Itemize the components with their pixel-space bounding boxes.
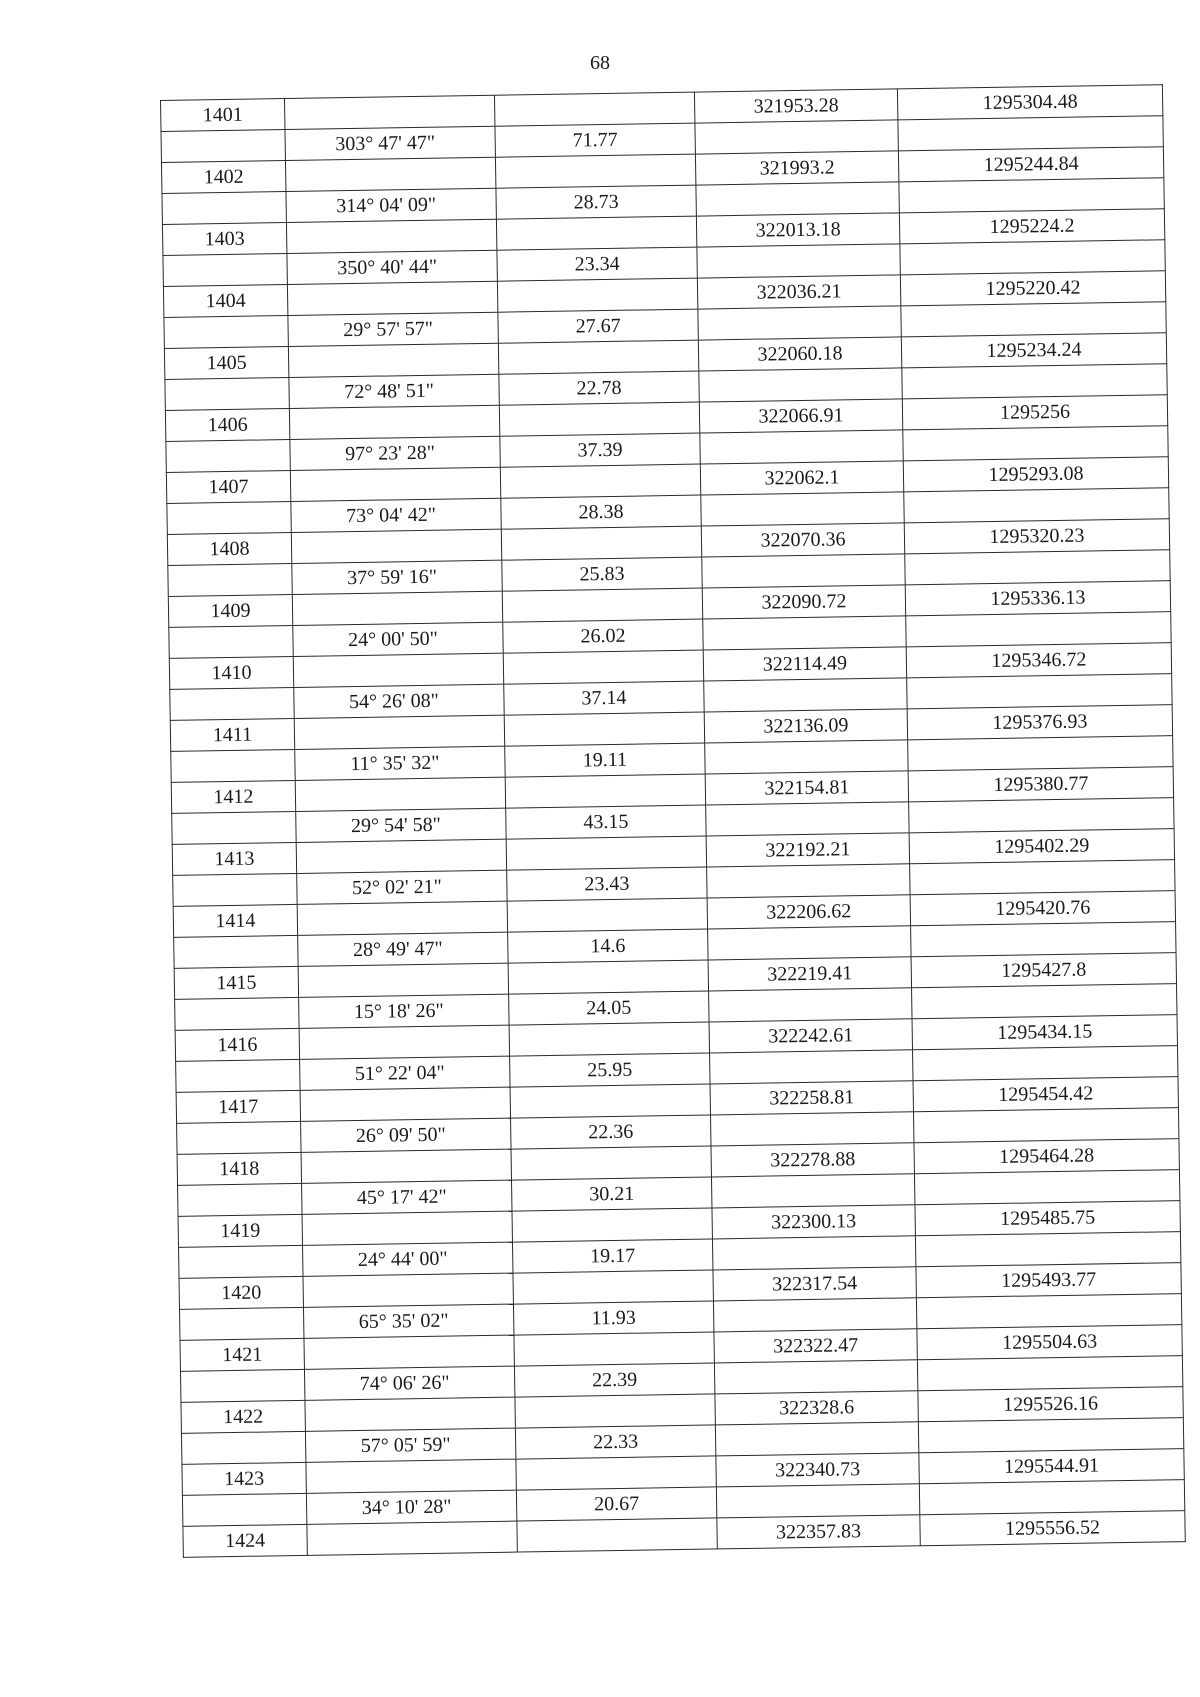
point-id-cell-empty bbox=[173, 873, 297, 906]
bearing-cell-empty bbox=[296, 839, 506, 873]
point-id-cell: 1415 bbox=[174, 966, 298, 999]
distance-cell: 71.77 bbox=[495, 123, 695, 157]
point-id-cell-empty bbox=[179, 1245, 303, 1278]
bearing-cell: 24° 44' 00" bbox=[303, 1242, 513, 1276]
easting-cell: 1295420.76 bbox=[910, 891, 1175, 926]
distance-cell-empty bbox=[503, 650, 703, 684]
distance-cell: 28.73 bbox=[496, 185, 696, 219]
point-id-cell: 1408 bbox=[167, 532, 291, 565]
easting-cell: 1295544.91 bbox=[919, 1449, 1184, 1484]
point-id-cell: 1418 bbox=[177, 1152, 301, 1185]
bearing-cell: 45° 17' 42" bbox=[302, 1180, 512, 1214]
bearing-cell: 24° 00' 50" bbox=[293, 622, 503, 656]
easting-cell-empty bbox=[905, 550, 1170, 585]
point-id-cell-empty bbox=[177, 1121, 301, 1154]
northing-cell: 322136.09 bbox=[704, 709, 907, 743]
distance-cell-empty bbox=[504, 712, 704, 746]
easting-cell-empty bbox=[910, 860, 1175, 895]
distance-cell: 26.02 bbox=[503, 619, 703, 653]
easting-cell-empty bbox=[899, 178, 1164, 213]
northing-cell-empty bbox=[703, 616, 906, 650]
northing-cell: 322328.6 bbox=[715, 1391, 918, 1425]
northing-cell-empty bbox=[695, 120, 898, 154]
northing-cell: 322070.36 bbox=[701, 523, 904, 557]
point-id-cell-empty bbox=[176, 1059, 300, 1092]
bearing-cell: 65° 35' 02" bbox=[303, 1304, 513, 1338]
easting-cell-empty bbox=[913, 1046, 1178, 1081]
bearing-cell-empty bbox=[303, 1273, 513, 1307]
easting-cell-empty bbox=[906, 612, 1171, 647]
point-id-cell: 1424 bbox=[183, 1524, 307, 1557]
point-id-cell-empty bbox=[161, 130, 285, 163]
easting-cell-empty bbox=[907, 674, 1172, 709]
point-id-cell: 1420 bbox=[179, 1276, 303, 1309]
northing-cell: 322242.61 bbox=[709, 1019, 912, 1053]
northing-cell: 322013.18 bbox=[696, 213, 899, 247]
point-id-cell: 1404 bbox=[163, 285, 287, 318]
easting-cell: 1295244.84 bbox=[898, 147, 1163, 182]
distance-cell-empty bbox=[516, 1456, 716, 1490]
point-id-cell-empty bbox=[175, 997, 299, 1030]
northing-cell-empty bbox=[714, 1360, 917, 1394]
bearing-cell-empty bbox=[294, 715, 504, 749]
distance-cell: 37.39 bbox=[500, 433, 700, 467]
northing-cell-empty bbox=[707, 864, 910, 898]
northing-cell: 322206.62 bbox=[707, 895, 910, 929]
distance-cell: 22.36 bbox=[511, 1115, 711, 1149]
easting-cell: 1295304.48 bbox=[897, 85, 1162, 120]
point-id-cell-empty bbox=[166, 440, 290, 473]
bearing-cell: 37° 59' 16" bbox=[292, 560, 502, 594]
bearing-cell: 73° 04' 42" bbox=[291, 498, 501, 532]
point-id-cell-empty bbox=[163, 254, 287, 287]
distance-cell-empty bbox=[498, 340, 698, 374]
easting-cell-empty bbox=[911, 922, 1176, 957]
northing-cell: 322192.21 bbox=[706, 833, 909, 867]
bearing-cell-empty bbox=[287, 281, 497, 315]
point-id-cell-empty bbox=[168, 563, 292, 596]
easting-cell: 1295293.08 bbox=[903, 457, 1168, 492]
point-id-cell: 1409 bbox=[168, 594, 292, 627]
northing-cell: 322062.1 bbox=[700, 461, 903, 495]
easting-cell-empty bbox=[902, 364, 1167, 399]
point-id-cell-empty bbox=[181, 1431, 305, 1464]
point-id-cell-empty bbox=[170, 687, 294, 720]
page-number: 68 bbox=[590, 52, 610, 74]
easting-cell: 1295346.72 bbox=[906, 643, 1171, 678]
distance-cell-empty bbox=[502, 588, 702, 622]
bearing-cell: 51° 22' 04" bbox=[300, 1056, 510, 1090]
northing-cell: 322278.88 bbox=[711, 1143, 914, 1177]
distance-cell: 25.83 bbox=[502, 557, 702, 591]
bearing-cell-empty bbox=[304, 1335, 514, 1369]
bearing-cell-empty bbox=[305, 1397, 515, 1431]
bearing-cell: 26° 09' 50" bbox=[301, 1118, 511, 1152]
distance-cell-empty bbox=[500, 464, 700, 498]
northing-cell: 322300.13 bbox=[712, 1205, 915, 1239]
survey-table-container bbox=[160, 84, 1185, 1558]
northing-cell-empty bbox=[711, 1112, 914, 1146]
distance-cell-empty bbox=[510, 1084, 710, 1118]
distance-cell-empty bbox=[496, 216, 696, 250]
easting-cell-empty bbox=[913, 1108, 1178, 1143]
easting-cell: 1295220.42 bbox=[900, 271, 1165, 306]
bearing-cell-empty bbox=[290, 467, 500, 501]
northing-cell: 322154.81 bbox=[705, 771, 908, 805]
point-id-cell: 1401 bbox=[161, 99, 285, 132]
point-id-cell: 1422 bbox=[181, 1400, 305, 1433]
bearing-cell: 34° 10' 28" bbox=[306, 1490, 516, 1524]
bearing-cell-empty bbox=[295, 777, 505, 811]
bearing-cell: 28° 49' 47" bbox=[298, 932, 508, 966]
northing-cell: 322258.81 bbox=[710, 1081, 913, 1115]
bearing-cell-empty bbox=[288, 343, 498, 377]
distance-cell-empty bbox=[505, 774, 705, 808]
northing-cell-empty bbox=[712, 1236, 915, 1270]
point-id-cell: 1414 bbox=[173, 904, 297, 937]
easting-cell: 1295485.75 bbox=[915, 1201, 1180, 1236]
point-id-cell-empty bbox=[179, 1307, 303, 1340]
northing-cell-empty bbox=[698, 306, 901, 340]
bearing-cell-empty bbox=[292, 591, 502, 625]
northing-cell: 322060.18 bbox=[698, 337, 901, 371]
point-id-cell-empty bbox=[172, 811, 296, 844]
easting-cell: 1295234.24 bbox=[901, 333, 1166, 368]
northing-cell-empty bbox=[713, 1298, 916, 1332]
distance-cell: 19.11 bbox=[505, 743, 705, 777]
point-id-cell: 1412 bbox=[171, 780, 295, 813]
easting-cell-empty bbox=[900, 240, 1165, 275]
point-id-cell: 1407 bbox=[166, 470, 290, 503]
northing-cell: 322219.41 bbox=[708, 957, 911, 991]
distance-cell: 27.67 bbox=[498, 309, 698, 343]
distance-cell-empty bbox=[509, 1022, 709, 1056]
easting-cell-empty bbox=[917, 1356, 1182, 1391]
bearing-cell: 350° 40' 44" bbox=[287, 250, 497, 284]
bearing-cell: 15° 18' 26" bbox=[299, 994, 509, 1028]
distance-cell: 20.67 bbox=[516, 1487, 716, 1521]
survey-table-body bbox=[161, 85, 1186, 1558]
easting-cell-empty bbox=[919, 1480, 1184, 1515]
point-id-cell-empty bbox=[162, 192, 286, 225]
distance-cell: 23.43 bbox=[507, 867, 707, 901]
northing-cell-empty bbox=[709, 988, 912, 1022]
northing-cell-empty bbox=[696, 182, 899, 216]
point-id-cell-empty bbox=[171, 749, 295, 782]
northing-cell-empty bbox=[710, 1050, 913, 1084]
bearing-cell-empty bbox=[285, 157, 495, 191]
distance-cell-empty bbox=[512, 1208, 712, 1242]
distance-cell: 24.05 bbox=[509, 991, 709, 1025]
northing-cell: 322114.49 bbox=[703, 647, 906, 681]
bearing-cell-empty bbox=[297, 901, 507, 935]
point-id-cell-empty bbox=[165, 378, 289, 411]
point-id-cell: 1406 bbox=[165, 409, 289, 442]
bearing-cell-empty bbox=[302, 1211, 512, 1245]
point-id-cell: 1417 bbox=[176, 1090, 300, 1123]
easting-cell: 1295336.13 bbox=[905, 581, 1170, 616]
bearing-cell-empty bbox=[300, 1087, 510, 1121]
northing-cell: 322317.54 bbox=[713, 1267, 916, 1301]
point-id-cell: 1413 bbox=[172, 842, 296, 875]
northing-cell: 322357.83 bbox=[717, 1515, 920, 1549]
bearing-cell: 314° 04' 09" bbox=[286, 188, 496, 222]
easting-cell: 1295320.23 bbox=[904, 519, 1169, 554]
bearing-cell-empty bbox=[286, 219, 496, 253]
bearing-cell: 52° 02' 21" bbox=[297, 870, 507, 904]
distance-cell-empty bbox=[499, 402, 699, 436]
easting-cell: 1295224.2 bbox=[899, 209, 1164, 244]
distance-cell-empty bbox=[507, 898, 707, 932]
bearing-cell: 74° 06' 26" bbox=[304, 1366, 514, 1400]
bearing-cell: 29° 54' 58" bbox=[296, 808, 506, 842]
distance-cell: 25.95 bbox=[510, 1053, 710, 1087]
bearing-cell: 97° 23' 28" bbox=[290, 436, 500, 470]
point-id-cell: 1411 bbox=[170, 718, 294, 751]
point-id-cell: 1423 bbox=[182, 1462, 306, 1495]
distance-cell-empty bbox=[515, 1394, 715, 1428]
easting-cell-empty bbox=[908, 736, 1173, 771]
point-id-cell-empty bbox=[169, 625, 293, 658]
easting-cell-empty bbox=[918, 1418, 1183, 1453]
northing-cell-empty bbox=[715, 1422, 918, 1456]
easting-cell-empty bbox=[916, 1294, 1181, 1329]
northing-cell-empty bbox=[708, 926, 911, 960]
easting-cell: 1295402.29 bbox=[909, 829, 1174, 864]
point-id-cell-empty bbox=[167, 501, 291, 534]
easting-cell: 1295493.77 bbox=[916, 1263, 1181, 1298]
bearing-cell: 29° 57' 57" bbox=[288, 312, 498, 346]
northing-cell: 322340.73 bbox=[716, 1453, 919, 1487]
distance-cell-empty bbox=[494, 92, 694, 126]
northing-cell: 321993.2 bbox=[695, 151, 898, 185]
bearing-cell: 57° 05' 59" bbox=[305, 1428, 515, 1462]
bearing-cell: 54° 26' 08" bbox=[294, 684, 504, 718]
northing-cell-empty bbox=[716, 1484, 919, 1518]
northing-cell-empty bbox=[711, 1174, 914, 1208]
distance-cell: 22.39 bbox=[514, 1363, 714, 1397]
bearing-cell: 303° 47' 47" bbox=[285, 126, 495, 160]
northing-cell-empty bbox=[705, 740, 908, 774]
bearing-cell: 72° 48' 51" bbox=[289, 374, 499, 408]
bearing-cell-empty bbox=[299, 1025, 509, 1059]
point-id-cell-empty bbox=[182, 1493, 306, 1526]
easting-cell-empty bbox=[901, 302, 1166, 337]
distance-cell: 22.78 bbox=[499, 371, 699, 405]
easting-cell: 1295434.15 bbox=[912, 1015, 1177, 1050]
distance-cell: 43.15 bbox=[506, 805, 706, 839]
easting-cell: 1295427.8 bbox=[911, 953, 1176, 988]
northing-cell-empty bbox=[706, 802, 909, 836]
distance-cell-empty bbox=[501, 526, 701, 560]
distance-cell: 11.93 bbox=[513, 1301, 713, 1335]
point-id-cell: 1410 bbox=[169, 656, 293, 689]
distance-cell-empty bbox=[506, 836, 706, 870]
northing-cell: 322036.21 bbox=[697, 275, 900, 309]
easting-cell: 1295556.52 bbox=[920, 1511, 1185, 1546]
easting-cell-empty bbox=[914, 1170, 1179, 1205]
easting-cell-empty bbox=[904, 488, 1169, 523]
distance-cell: 22.33 bbox=[515, 1425, 715, 1459]
bearing-cell: 11° 35' 32" bbox=[295, 746, 505, 780]
survey-coordinates-table bbox=[160, 84, 1186, 1558]
bearing-cell-empty bbox=[284, 95, 494, 129]
distance-cell: 19.17 bbox=[512, 1239, 712, 1273]
northing-cell-empty bbox=[699, 368, 902, 402]
easting-cell-empty bbox=[912, 984, 1177, 1019]
bearing-cell-empty bbox=[306, 1459, 516, 1493]
distance-cell-empty bbox=[497, 278, 697, 312]
northing-cell: 321953.28 bbox=[694, 89, 897, 123]
easting-cell: 1295454.42 bbox=[913, 1077, 1178, 1112]
point-id-cell: 1402 bbox=[161, 161, 285, 194]
northing-cell-empty bbox=[701, 492, 904, 526]
point-id-cell-empty bbox=[180, 1369, 304, 1402]
northing-cell-empty bbox=[702, 554, 905, 588]
bearing-cell-empty bbox=[289, 405, 499, 439]
northing-cell: 322090.72 bbox=[702, 585, 905, 619]
easting-cell: 1295504.63 bbox=[917, 1325, 1182, 1360]
point-id-cell: 1405 bbox=[164, 347, 288, 380]
distance-cell: 23.34 bbox=[497, 247, 697, 281]
easting-cell: 1295380.77 bbox=[908, 767, 1173, 802]
point-id-cell-empty bbox=[164, 316, 288, 349]
distance-cell-empty bbox=[514, 1332, 714, 1366]
distance-cell: 14.6 bbox=[508, 929, 708, 963]
distance-cell-empty bbox=[517, 1518, 717, 1552]
easting-cell: 1295526.16 bbox=[918, 1387, 1183, 1422]
distance-cell-empty bbox=[511, 1146, 711, 1180]
northing-cell-empty bbox=[700, 430, 903, 464]
distance-cell: 30.21 bbox=[512, 1177, 712, 1211]
point-id-cell: 1421 bbox=[180, 1338, 304, 1371]
easting-cell-empty bbox=[898, 116, 1163, 151]
bearing-cell-empty bbox=[307, 1521, 517, 1555]
easting-cell: 1295464.28 bbox=[914, 1139, 1179, 1174]
distance-cell-empty bbox=[508, 960, 708, 994]
distance-cell: 37.14 bbox=[504, 681, 704, 715]
bearing-cell-empty bbox=[293, 653, 503, 687]
northing-cell-empty bbox=[704, 678, 907, 712]
bearing-cell-empty bbox=[298, 963, 508, 997]
point-id-cell-empty bbox=[174, 935, 298, 968]
distance-cell-empty bbox=[513, 1270, 713, 1304]
point-id-cell: 1403 bbox=[162, 223, 286, 256]
distance-cell-empty bbox=[495, 154, 695, 188]
bearing-cell-empty bbox=[301, 1149, 511, 1183]
point-id-cell: 1419 bbox=[178, 1214, 302, 1247]
point-id-cell: 1416 bbox=[175, 1028, 299, 1061]
distance-cell: 28.38 bbox=[501, 495, 701, 529]
northing-cell: 322322.47 bbox=[714, 1329, 917, 1363]
easting-cell-empty bbox=[903, 426, 1168, 461]
easting-cell: 1295376.93 bbox=[907, 705, 1172, 740]
bearing-cell-empty bbox=[291, 529, 501, 563]
northing-cell: 322066.91 bbox=[699, 399, 902, 433]
northing-cell-empty bbox=[697, 244, 900, 278]
easting-cell-empty bbox=[915, 1232, 1180, 1267]
point-id-cell-empty bbox=[178, 1183, 302, 1216]
easting-cell-empty bbox=[909, 798, 1174, 833]
easting-cell: 1295256 bbox=[902, 395, 1167, 430]
